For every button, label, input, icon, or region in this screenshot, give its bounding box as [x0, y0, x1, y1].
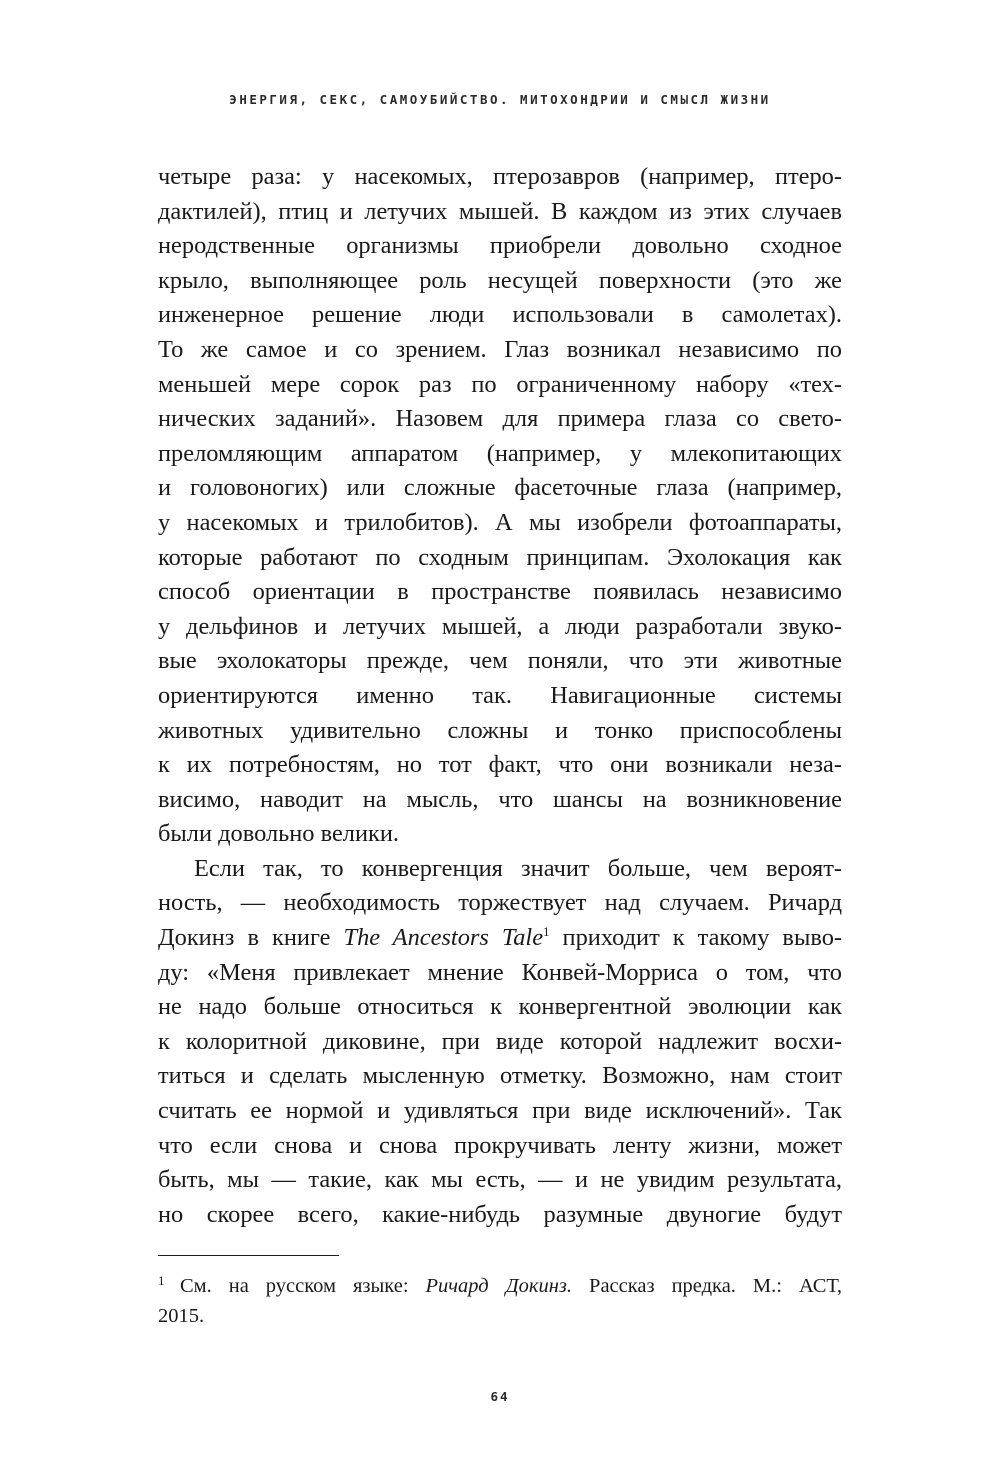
- footnote-divider: [158, 1255, 339, 1256]
- text-line: к колоритной диковине, при виде которой надлежит восхи-: [158, 1027, 842, 1055]
- footnote-reference[interactable]: 1: [543, 924, 550, 940]
- text-line: инженерное решение люди использовали в самолетах).: [158, 301, 842, 329]
- text-line: не надо больше относиться к конвергентной эволюции как: [158, 993, 842, 1021]
- text-line: меньшей мере сорок раз по ограниченному набору «тех-: [158, 370, 842, 398]
- text-line: То же самое и со зрением. Глаз возникал независимо по: [158, 335, 842, 363]
- text-line: но скорее всего, какие-нибудь разумные двуногие будут: [158, 1200, 842, 1228]
- text-line: которые работают по сходным принципам. Эхолокация как: [158, 543, 842, 571]
- text-line: быть, мы — такие, как мы есть, — и не увидим результата,: [158, 1166, 842, 1194]
- text-line: нических заданий». Назовем для примера глаза со свето-: [158, 405, 842, 433]
- text-line: животных удивительно сложны и тонко приспособлены: [158, 716, 842, 744]
- text-line: четыре раза: у насекомых, птерозавров (например, птеро-: [158, 163, 842, 190]
- text-line: у насекомых и трилобитов). А мы изобрели фотоаппараты,: [158, 508, 842, 536]
- running-head: ЭНЕРГИЯ, СЕКС, САМОУБИЙСТВО. МИТОХОНДРИИ И СМЫСЛ ЖИЗНИ: [229, 92, 771, 107]
- footnote-author: Ричард Докинз.: [425, 1275, 573, 1297]
- text-line: были довольно велики.: [158, 820, 400, 848]
- body-text: [158, 160, 842, 1232]
- text-line: ориентируются именно так. Навигационные системы: [158, 681, 842, 709]
- text-line: у дельфинов и летучих мышей, а люди разработали звуко-: [158, 612, 842, 640]
- book-title: The Ancestors Tale: [343, 924, 544, 952]
- footnote-text: См. на русском языке:: [180, 1275, 426, 1297]
- text-line: преломляющим аппаратом (например, у млекопитающих: [158, 439, 842, 467]
- footnote-line: 2015.: [158, 1304, 205, 1327]
- page-number: 64: [490, 1389, 510, 1404]
- text-line: и головоногих) или сложные фасеточные глаза (например,: [158, 474, 842, 502]
- text-line: крыло, выполняющее роль несущей поверхности (это же: [158, 266, 842, 294]
- text-line: ность, — необходимость торжествует над случаем. Ричард: [158, 889, 842, 917]
- paragraph-2: [158, 852, 842, 1233]
- text-fragment: приходит к такому выво-: [549, 924, 843, 952]
- text-line: к их потребностям, но тот факт, что они возникали неза-: [158, 751, 842, 779]
- paragraph-1: [158, 160, 842, 852]
- text-line: способ ориентации в пространстве появилась независимо: [158, 578, 842, 606]
- text-line: Если так, то конвергенция значит больше, чем вероят-: [194, 854, 842, 882]
- text-line: дактилей), птиц и летучих мышей. В каждом из этих случаев: [158, 197, 842, 225]
- text-line: вые эхолокаторы прежде, чем поняли, что эти животные: [158, 647, 842, 675]
- text-line: что если снова и снова прокручивать ленту жизни, может: [158, 1131, 842, 1159]
- footnote-text: Рассказ предка. М.: АСТ,: [572, 1275, 842, 1297]
- text-line: висимо, наводит на мысль, что шансы на возникновение: [158, 785, 842, 813]
- text-line-with-title: [158, 921, 842, 956]
- text-line: титься и сделать мысленную отметку. Возможно, нам стоит: [158, 1062, 842, 1090]
- text-line: неродственные организмы приобрели довольно сходное: [158, 232, 842, 260]
- text-line: ду: «Меня привлекает мнение Конвей-Морриса о том, что: [158, 958, 842, 986]
- footnote: [158, 1272, 842, 1331]
- footnote-line: 1 См. на русском языке: Ричард Докинз. Рассказ предка. М.: АСТ,: [158, 1273, 842, 1297]
- text-line: считать ее нормой и удивляться при виде исключений». Так: [158, 1097, 842, 1125]
- text-fragment: Докинз в книге: [158, 924, 344, 952]
